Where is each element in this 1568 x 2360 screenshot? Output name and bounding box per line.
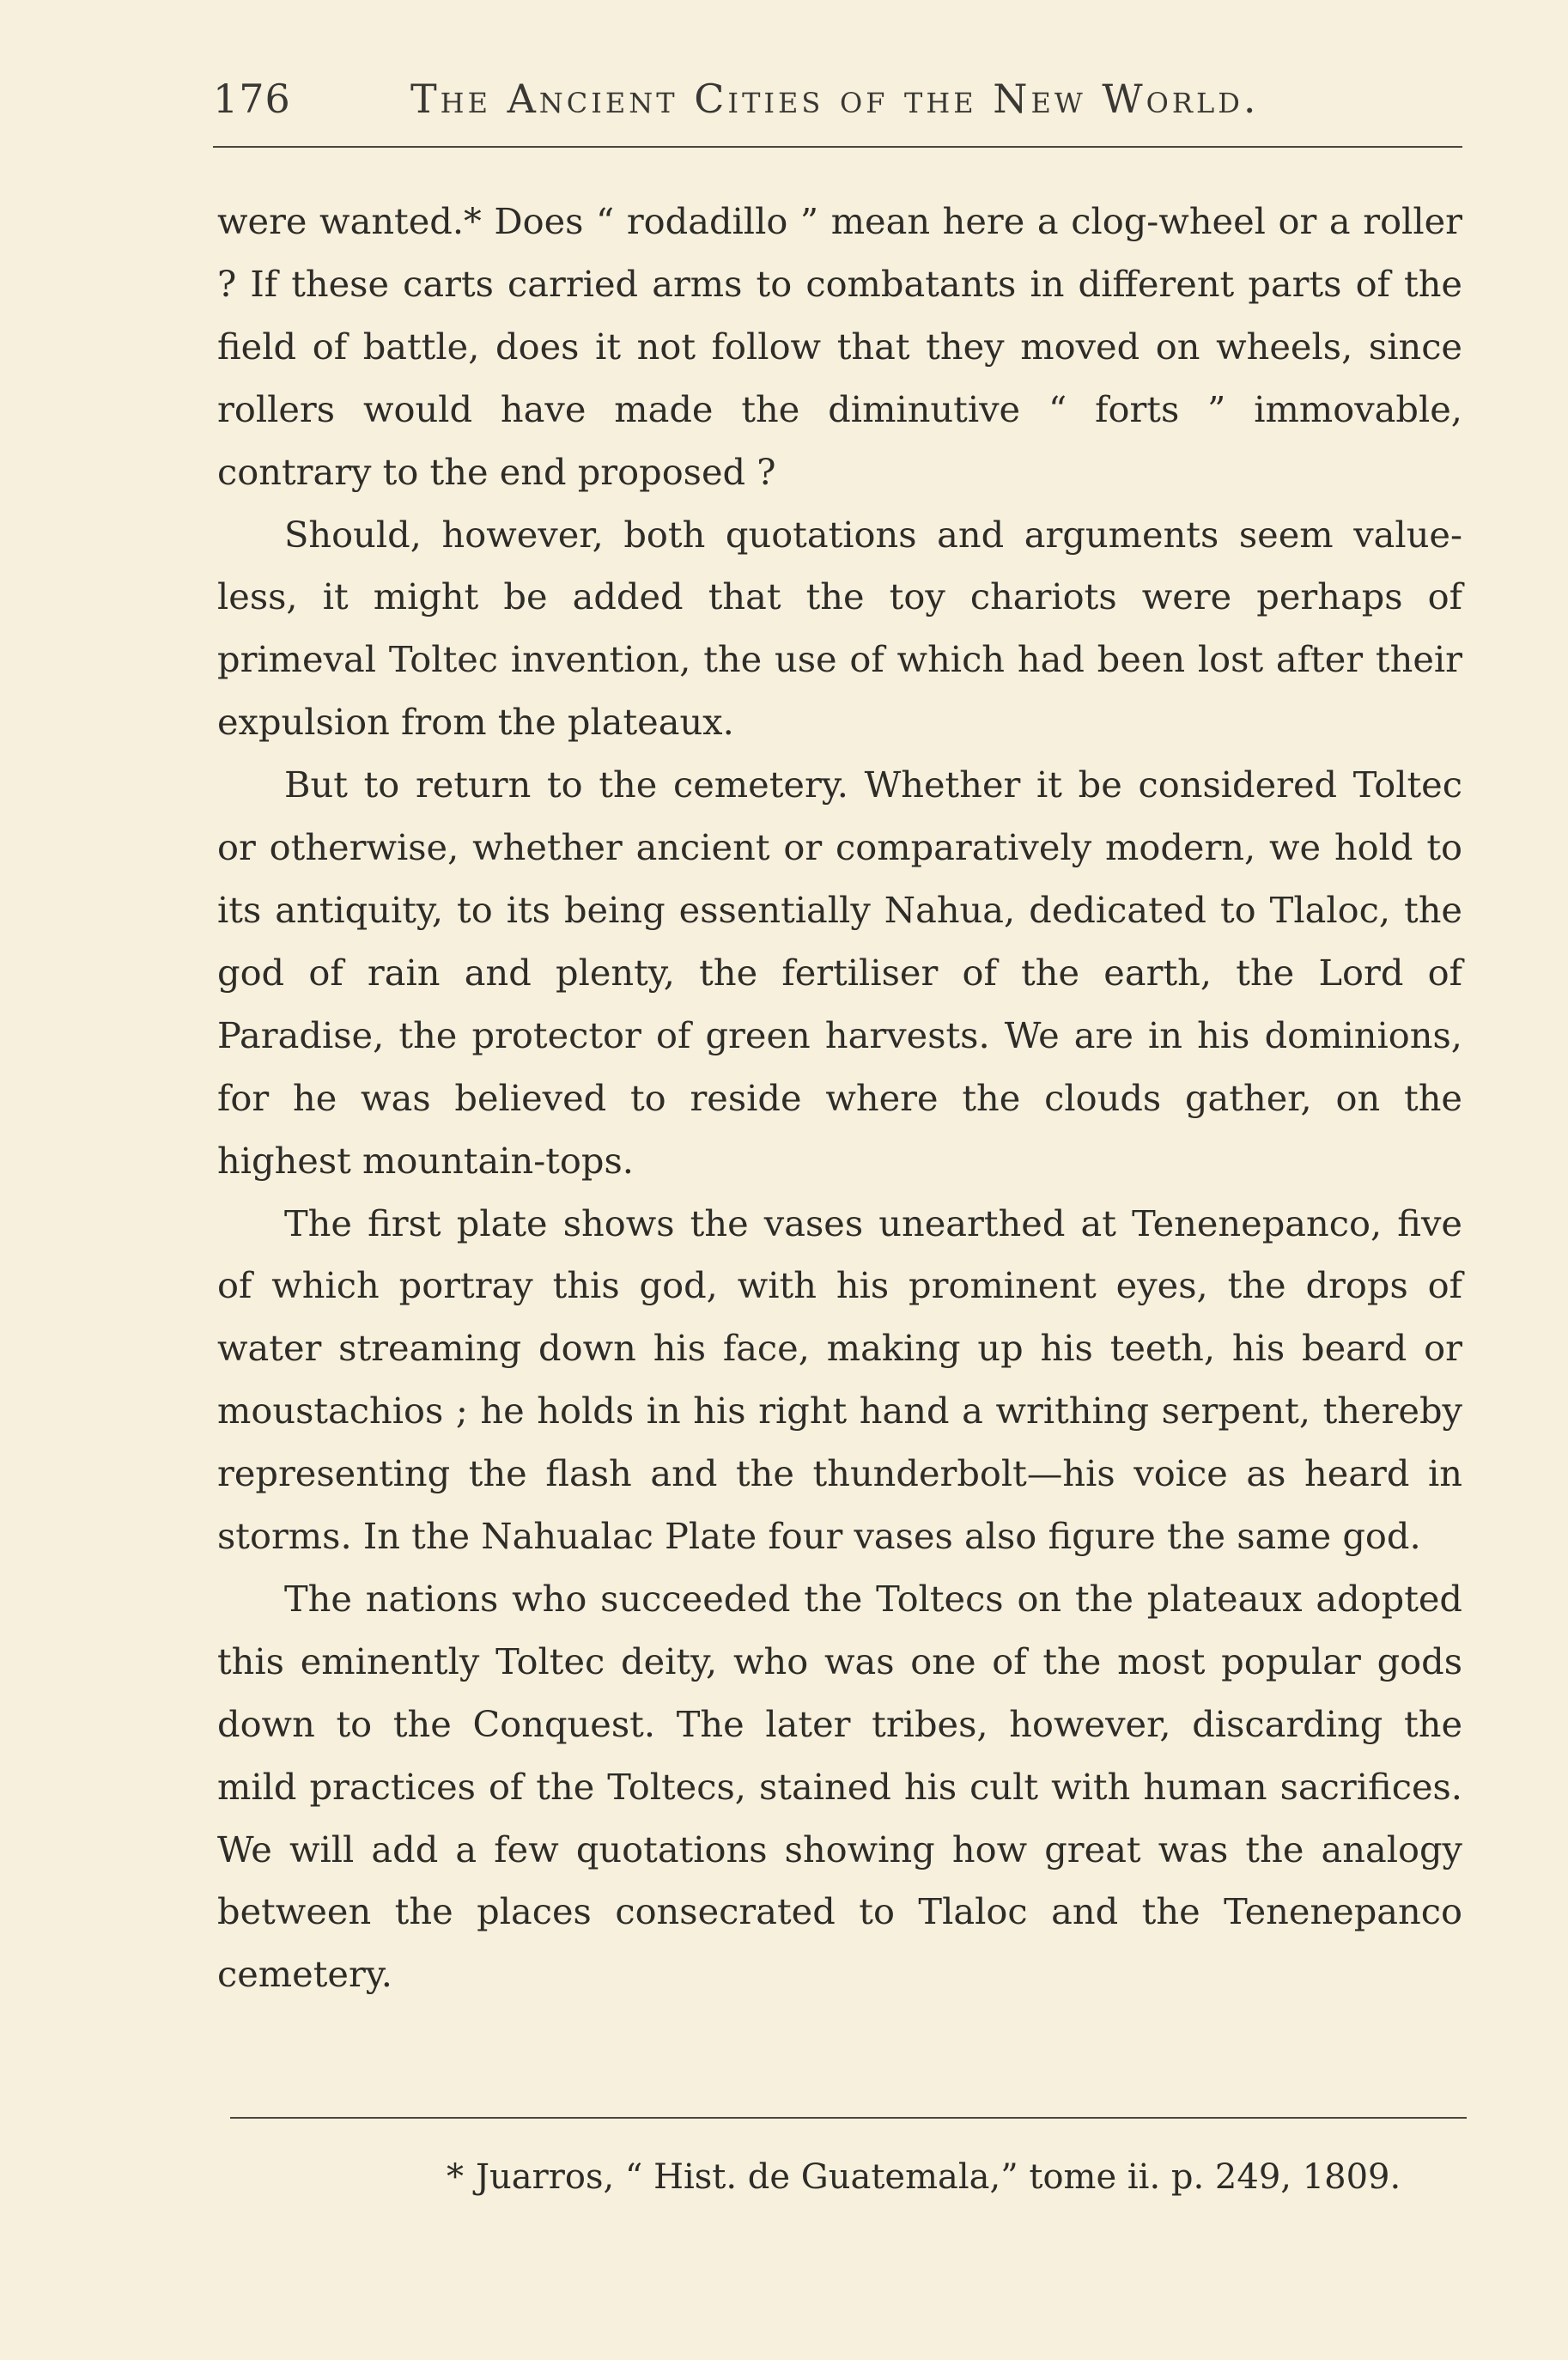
running-title: The Ancient Cities of the New World. bbox=[410, 76, 1260, 122]
paragraph-5: The nations who succeeded the Toltecs on the plateaux adopted this eminently Toltec deity, who was one of the most popular gods down to the Conquest. The later tribes, however, discarding the mild practices of the Toltecs, stained his cult with human sacrifices. We will add a few quotations showing how great was the analogy between the places consecrated to Tlaloc and the Tenenepanco cemetery. bbox=[217, 1577, 1462, 1996]
body-text bbox=[217, 191, 1462, 2006]
page-header bbox=[213, 76, 1467, 136]
footnote-text: Juarros, “ Hist. de Guatemala,” tome ii. p. 249, 1809. bbox=[476, 2157, 1401, 2197]
paragraph-3: But to return to the cemetery. Whether it be considered Toltec or otherwise, whether ancient or comparatively modern, we hold to its antiquity, to its being essentially Nahua, dedicated to Tlaloc, the god of rain and plenty, the fertiliser of the earth, the Lord of Paradise, the protector of green harvests. We are in his dominions, for he was believed to reside where the clouds gather, on the highest mountain-tops. bbox=[217, 763, 1462, 1182]
page-number: 176 bbox=[213, 76, 291, 122]
paragraph-2: Should, however, both quotations and arguments seem value-less, it might be added that the toy chariots were perhaps of primeval Toltec invention, the use of which had been lost after their expulsion from the plateaux. bbox=[217, 513, 1462, 744]
paragraph-4: The first plate shows the vases unearthed at Tenenepanco, five of which portray this god, with his prominent eyes, the drops of water streaming down his face, making up his teeth, his beard or moustachios ; he holds in his right hand a writhing serpent, thereby representing the flash and the thunderbolt—his voice as heard in storms. In the Nahualac Plate four vases also figure the same god. bbox=[217, 1201, 1462, 1558]
footnote-marker: * bbox=[447, 2157, 464, 2197]
footnote bbox=[447, 2157, 1401, 2197]
header-rule bbox=[213, 146, 1462, 148]
footnote-rule bbox=[230, 2117, 1467, 2119]
paragraph-1: were wanted.* Does “ rodadillo ” mean here a clog-wheel or a roller ? If these carts carried arms to combatants in different parts of the field of battle, does it not follow that they moved on wheels, since rollers would have made the diminutive “ forts ” immovable, contrary to the end proposed ? bbox=[217, 200, 1462, 493]
